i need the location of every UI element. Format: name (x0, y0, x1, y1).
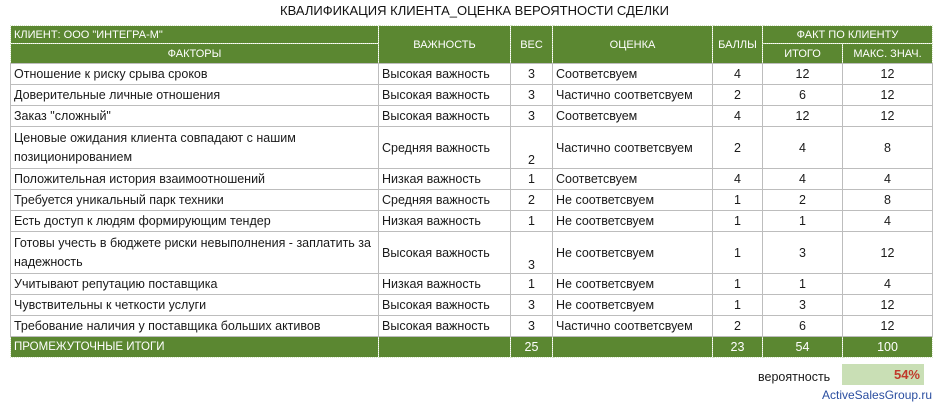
max-value-cell[interactable]: 4 (843, 169, 933, 190)
max-value-cell[interactable]: 8 (843, 127, 933, 169)
importance-cell[interactable]: Низкая важность (379, 169, 511, 190)
table-row (11, 190, 933, 211)
table-row (11, 211, 933, 232)
max-value-cell[interactable]: 12 (843, 106, 933, 127)
summary-total: 54 (763, 337, 843, 358)
table-row (11, 274, 933, 295)
weight-cell[interactable]: 1 (511, 274, 553, 295)
total-cell[interactable]: 4 (763, 169, 843, 190)
summary-row (11, 337, 933, 358)
rating-cell[interactable]: Частично соответсвуем (553, 127, 713, 169)
header-total: ИТОГО (763, 44, 843, 64)
rating-cell[interactable]: Частично соответсвуем (553, 85, 713, 106)
total-cell[interactable]: 12 (763, 106, 843, 127)
factor-cell[interactable]: Учитывают репутацию поставщика (11, 274, 379, 295)
max-value-cell[interactable]: 8 (843, 190, 933, 211)
points-cell[interactable]: 1 (713, 211, 763, 232)
importance-cell[interactable]: Средняя важность (379, 127, 511, 169)
weight-cell[interactable]: 1 (511, 169, 553, 190)
points-cell[interactable]: 1 (713, 232, 763, 274)
summary-importance-cell (379, 337, 511, 358)
weight-cell[interactable]: 3 (511, 232, 553, 274)
weight-cell[interactable]: 3 (511, 106, 553, 127)
weight-cell[interactable]: 3 (511, 64, 553, 85)
max-value-cell[interactable]: 12 (843, 64, 933, 85)
rating-cell[interactable]: Соответсвуем (553, 64, 713, 85)
header-fact-by-client: ФАКТ ПО КЛИЕНТУ (763, 26, 933, 44)
factor-cell[interactable]: Требуется уникальный парк техники (11, 190, 379, 211)
factor-cell[interactable]: Чувствительны к четкости услуги (11, 295, 379, 316)
importance-cell[interactable]: Низкая важность (379, 211, 511, 232)
factor-cell[interactable]: Положительная история взаимоотношений (11, 169, 379, 190)
header-factors: ФАКТОРЫ (11, 44, 379, 64)
probability-value[interactable]: 54% (842, 364, 924, 385)
summary-max: 100 (843, 337, 933, 358)
importance-cell[interactable]: Высокая важность (379, 106, 511, 127)
summary-weight: 25 (511, 337, 553, 358)
importance-cell[interactable]: Высокая важность (379, 85, 511, 106)
importance-cell[interactable]: Низкая важность (379, 274, 511, 295)
points-cell[interactable]: 4 (713, 64, 763, 85)
factor-cell[interactable]: Заказ "сложный" (11, 106, 379, 127)
table-row (11, 64, 933, 85)
factor-rows (11, 64, 933, 337)
factor-cell[interactable]: Есть доступ к людям формирующим тендер (11, 211, 379, 232)
total-cell[interactable]: 6 (763, 316, 843, 337)
rating-cell[interactable]: Не соответсвуем (553, 211, 713, 232)
importance-cell[interactable]: Высокая важность (379, 316, 511, 337)
table-row (11, 316, 933, 337)
client-name: КЛИЕНТ: ООО "ИНТЕГРА-М" (11, 26, 379, 44)
weight-cell[interactable]: 3 (511, 85, 553, 106)
points-cell[interactable]: 4 (713, 106, 763, 127)
summary-points: 23 (713, 337, 763, 358)
rating-cell[interactable]: Частично соответсвуем (553, 316, 713, 337)
table-row (11, 85, 933, 106)
max-value-cell[interactable]: 12 (843, 295, 933, 316)
total-cell[interactable]: 1 (763, 274, 843, 295)
header-importance: ВАЖНОСТЬ (379, 26, 511, 64)
weight-cell[interactable]: 3 (511, 295, 553, 316)
summary-label: ПРОМЕЖУТОЧНЫЕ ИТОГИ (11, 337, 379, 358)
max-value-cell[interactable]: 12 (843, 232, 933, 274)
table-row (11, 232, 933, 274)
rating-cell[interactable]: Не соответсвуем (553, 295, 713, 316)
points-cell[interactable]: 1 (713, 274, 763, 295)
table-row (11, 169, 933, 190)
weight-cell[interactable]: 2 (511, 127, 553, 169)
max-value-cell[interactable]: 12 (843, 316, 933, 337)
factor-cell[interactable]: Требование наличия у поставщика больших активов (11, 316, 379, 337)
probability-label: вероятность (758, 370, 831, 384)
total-cell[interactable]: 3 (763, 295, 843, 316)
header-points: БАЛЛЫ (713, 26, 763, 64)
total-cell[interactable]: 1 (763, 211, 843, 232)
rating-cell[interactable]: Соответсвуем (553, 106, 713, 127)
table-row (11, 127, 933, 169)
sheet-title: КВАЛИФИКАЦИЯ КЛИЕНТА_ОЦЕНКА ВЕРОЯТНОСТИ СДЕЛКИ (280, 3, 669, 18)
total-cell[interactable]: 6 (763, 85, 843, 106)
points-cell[interactable]: 1 (713, 295, 763, 316)
max-value-cell[interactable]: 4 (843, 211, 933, 232)
qualification-table (10, 25, 933, 358)
points-cell[interactable]: 2 (713, 316, 763, 337)
importance-cell[interactable]: Средняя важность (379, 190, 511, 211)
importance-cell[interactable]: Высокая важность (379, 232, 511, 274)
max-value-cell[interactable]: 12 (843, 85, 933, 106)
weight-cell[interactable]: 3 (511, 316, 553, 337)
importance-cell[interactable]: Высокая важность (379, 295, 511, 316)
table-row (11, 106, 933, 127)
factor-cell[interactable]: Ценовые ожидания клиента совпадают с нашим позиционированием (11, 127, 379, 169)
footer-link[interactable]: ActiveSalesGroup.ru (822, 388, 933, 402)
importance-cell[interactable]: Высокая важность (379, 64, 511, 85)
points-cell[interactable]: 2 (713, 127, 763, 169)
max-value-cell[interactable]: 4 (843, 274, 933, 295)
factor-cell[interactable]: Готовы учесть в бюджете риски невыполнения - заплатить за надежность (11, 232, 379, 274)
total-cell[interactable]: 3 (763, 232, 843, 274)
total-cell[interactable]: 12 (763, 64, 843, 85)
weight-cell[interactable]: 1 (511, 211, 553, 232)
summary-rating-cell (553, 337, 713, 358)
rating-cell[interactable]: Соответсвуем (553, 169, 713, 190)
total-cell[interactable]: 4 (763, 127, 843, 169)
header-weight: ВЕС (511, 26, 553, 64)
points-cell[interactable]: 1 (713, 190, 763, 211)
points-cell[interactable]: 2 (713, 85, 763, 106)
table-row (11, 295, 933, 316)
rating-cell[interactable]: Не соответсвуем (553, 274, 713, 295)
points-cell[interactable]: 4 (713, 169, 763, 190)
total-cell[interactable]: 2 (763, 190, 843, 211)
rating-cell[interactable]: Не соответсвуем (553, 190, 713, 211)
weight-cell[interactable]: 2 (511, 190, 553, 211)
header-max-value: МАКС. ЗНАЧ. (843, 44, 933, 64)
rating-cell[interactable]: Не соответсвуем (553, 232, 713, 274)
factor-cell[interactable]: Доверительные личные отношения (11, 85, 379, 106)
factor-cell[interactable]: Отношение к риску срыва сроков (11, 64, 379, 85)
header-rating: ОЦЕНКА (553, 26, 713, 64)
